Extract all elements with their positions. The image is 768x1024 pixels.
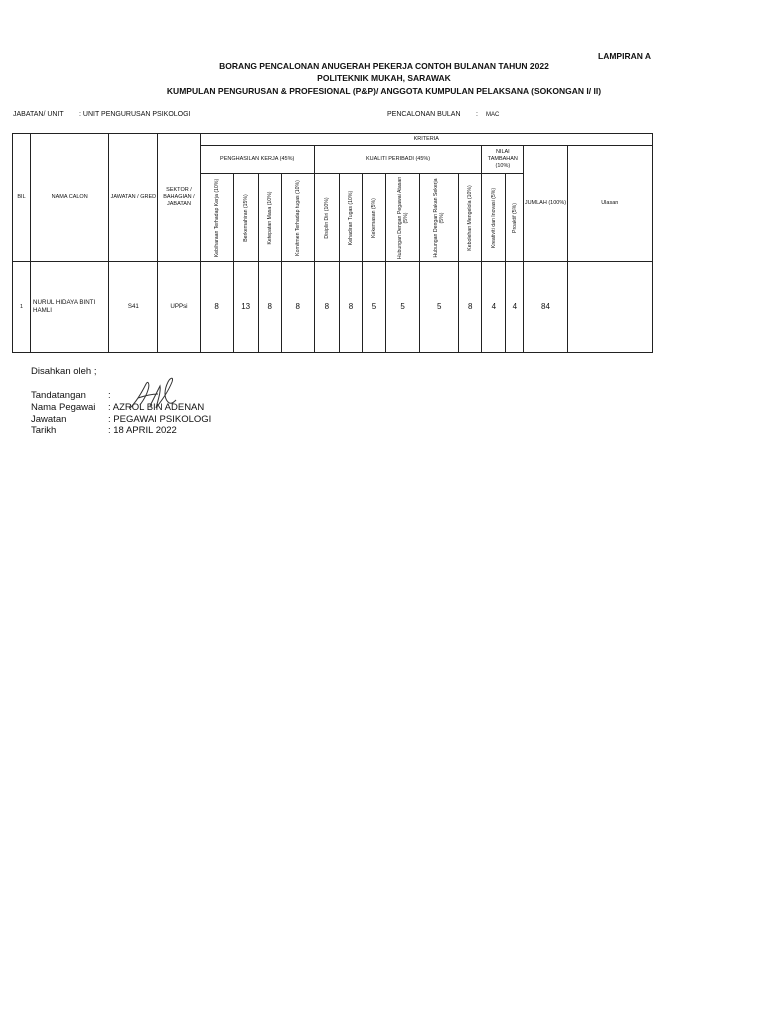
jabatan-value: : UNIT PENGURUSAN PSIKOLOGI [79,111,191,118]
header-kriteria: KRITERIA [200,134,652,146]
criteria-label: Berkemahiran (15%) [242,193,249,242]
criteria-header [339,174,362,262]
row-jawatan: S41 [109,262,158,353]
criteria-header [362,174,385,262]
score-cell: 5 [420,262,459,353]
criteria-header [386,174,420,262]
criteria-label: Hubungan Dengan Rakan Sekerja (5%) [432,177,446,258]
criteria-label: Disiplin Diri (10%) [323,196,330,239]
score-cell: 13 [233,262,258,353]
jawatan-label: Jawatan [31,414,67,425]
header-penghasilan: PENGHASILAN KERJA (45%) [200,146,314,174]
tandatangan-value: : [108,390,111,401]
criteria-label: Kebolehan Mengelola (10%) [467,184,474,251]
header-nama: NAMA CALON [31,134,109,262]
criteria-label: Komitmen Terhadap tugas (10%) [294,179,301,256]
criteria-header [459,174,482,262]
criteria-header [482,174,506,262]
nomination-table [12,133,653,353]
institution-title: POLITEKNIK MUKAH, SARAWAK [317,73,451,83]
header-bil: BIL [13,134,31,262]
group-title: KUMPULAN PENGURUSAN & PROFESIONAL (P&P)/ ANGGOTA KUMPULAN PELAKSANA (SOKONGAN I/ II) [166,86,602,96]
tandatangan-label: Tandatangan [31,390,86,401]
table-row [13,262,653,353]
score-cell: 8 [200,262,233,353]
criteria-label: Kehadiran Tugas (10%) [347,190,354,245]
header-ulasan: Ulasan [567,146,652,262]
criteria-header [281,174,314,262]
criteria-label: Kekemasan (5%) [370,197,377,238]
criteria-label: Kreativiti dan Inovasi (5%) [490,187,497,248]
criteria-label: Ketepatan Masa (10%) [266,190,273,245]
nama-value: : AZROL BIN ADENAN [108,402,205,413]
score-cell: 8 [314,262,339,353]
row-sektor: UPPsi [158,262,200,353]
criteria-header [420,174,459,262]
nama-label: Nama Pegawai [31,402,96,413]
header-sektor: SEKTOR / BAHAGIAN / JABATAN [158,134,200,262]
tarikh-value: : 18 APRIL 2022 [108,425,177,436]
criteria-header [200,174,233,262]
row-jumlah: 84 [524,262,567,353]
lampiran-label: LAMPIRAN A [598,51,652,61]
row-ulasan [567,262,652,353]
score-cell: 8 [258,262,281,353]
criteria-label: Hubungan Dengan Pegawai Atasan (5%) [396,176,409,259]
row-nama: NURUL HIDAYA BINTI HAMLI [31,262,109,353]
pencalonan-sep: : [476,111,478,118]
criteria-header [233,174,258,262]
criteria-label: Kebiharaan Terhadap Kerja (10%) [213,178,220,257]
score-cell: 5 [362,262,385,353]
criteria-header [314,174,339,262]
header-nilai: NILAI TAMBAHAN (10%) [482,146,524,174]
score-cell: 8 [339,262,362,353]
form-title: BORANG PENCALONAN ANUGERAH PEKERJA CONTOH BULANAN TAHUN 2022 [219,61,549,71]
score-cell: 8 [459,262,482,353]
pencalonan-value: MAC [486,112,500,118]
disahkan-label: Disahkan oleh ; [31,366,97,377]
score-cell: 8 [281,262,314,353]
score-cell: 4 [482,262,506,353]
header-jawatan: JAWATAN / GRED [109,134,158,262]
score-cell: 4 [506,262,524,353]
header-kualiti: KUALITI PERIBADI (45%) [314,146,481,174]
criteria-header [506,174,524,262]
tarikh-label: Tarikh [31,425,57,436]
header-jumlah: JUMLAH (100%) [524,146,567,262]
jabatan-label: JABATAN/ UNIT [13,111,64,118]
criteria-header [258,174,281,262]
signature-scribble-icon [128,372,180,414]
row-bil: 1 [13,262,31,353]
pencalonan-label: PENCALONAN BULAN [387,111,461,118]
score-cell: 5 [386,262,420,353]
criteria-label: Proaktif (5%) [511,202,518,233]
jawatan-value: : PEGAWAI PSIKOLOGI [108,414,212,425]
